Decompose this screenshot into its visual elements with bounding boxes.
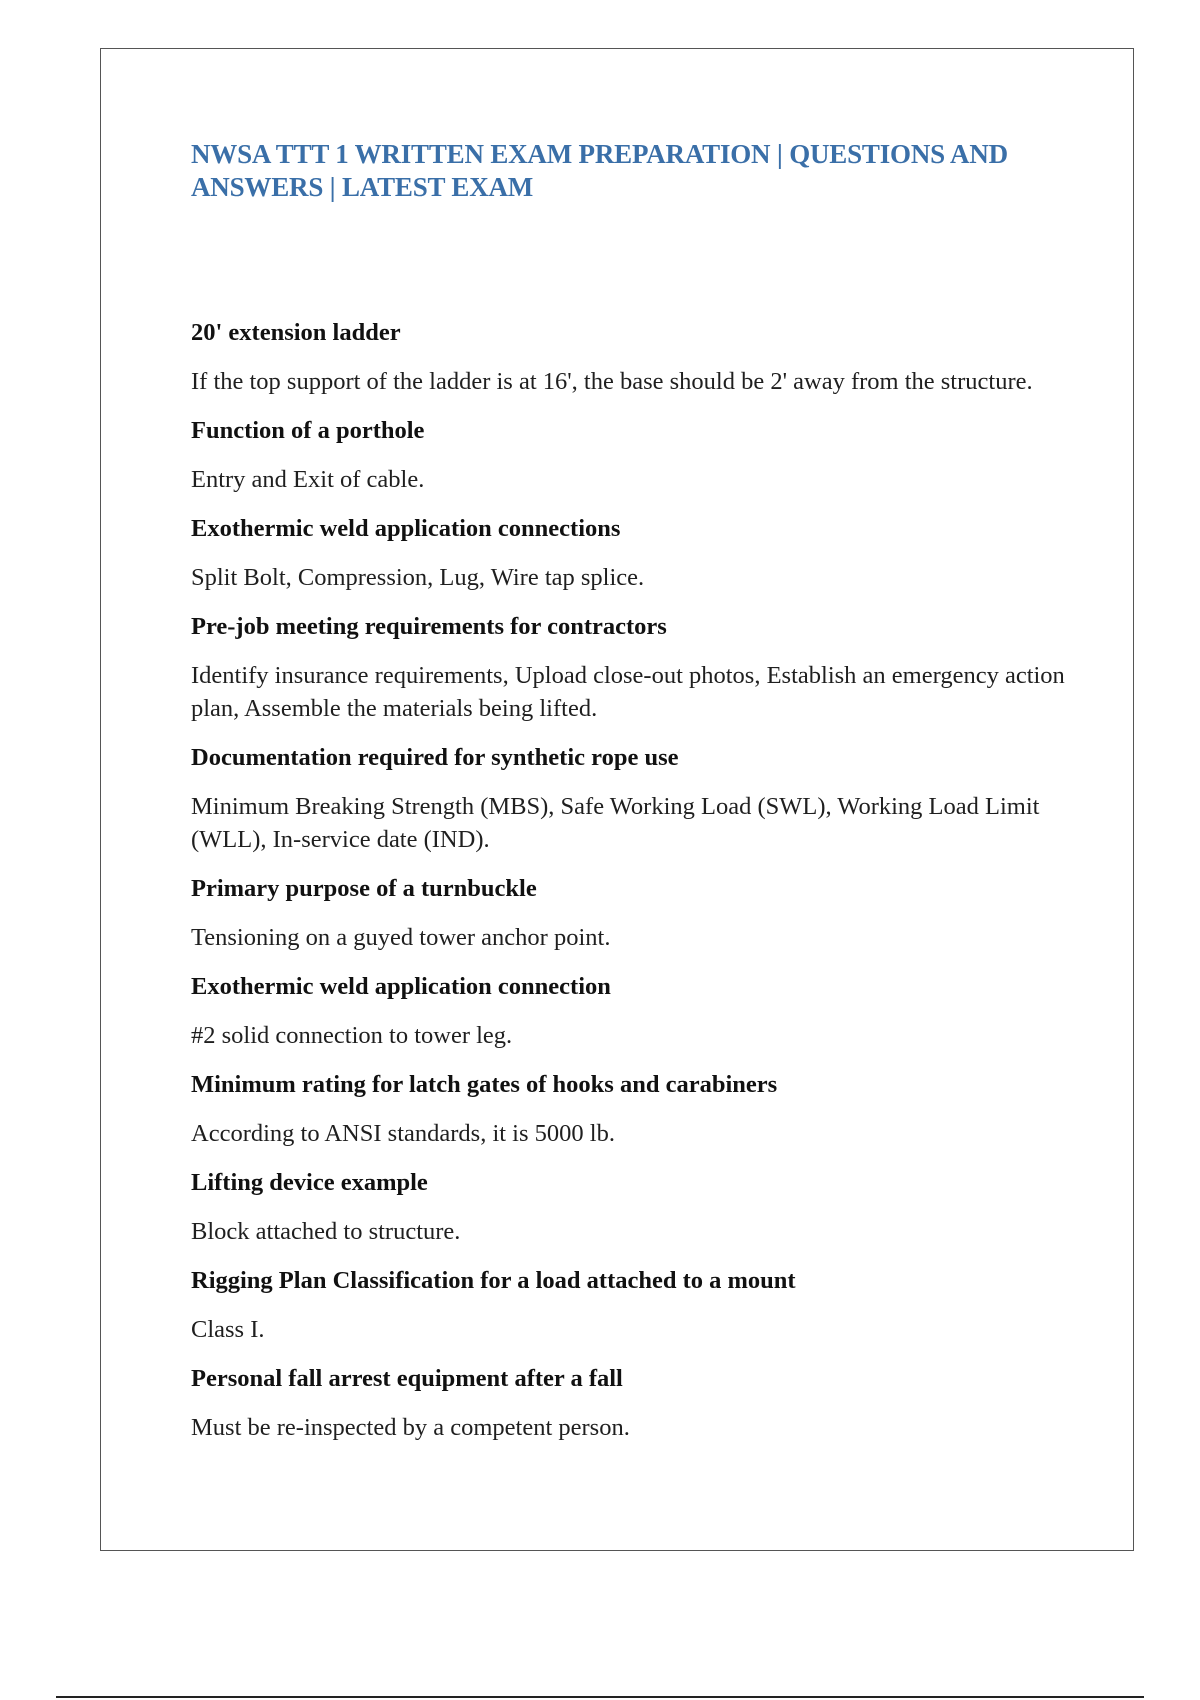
question: Exothermic weld application connection: [191, 973, 611, 1000]
document-title: NWSA TTT 1 WRITTEN EXAM PREPARATION | QUESTIONS AND ANSWERS | LATEST EXAM: [191, 139, 1008, 202]
answer: Tensioning on a guyed tower anchor point.: [191, 924, 611, 951]
qa-item: [191, 741, 1071, 856]
answer: #2 solid connection to tower leg.: [191, 1022, 513, 1049]
question: Exothermic weld application connections: [191, 515, 621, 542]
answer: If the top support of the ladder is at 16', the base should be 2' away from the structure.: [191, 368, 1033, 395]
qa-item: [191, 414, 1071, 496]
qa-item: [191, 610, 1071, 725]
qa-item: [191, 512, 1071, 594]
question: Minimum rating for latch gates of hooks and carabiners: [191, 1071, 778, 1098]
answer: Split Bolt, Compression, Lug, Wire tap splice.: [191, 564, 645, 591]
qa-item: [191, 1166, 1071, 1248]
answer: Class I.: [191, 1316, 265, 1343]
question: Function of a porthole: [191, 417, 425, 444]
answer: According to ANSI standards, it is 5000 lb.: [191, 1120, 615, 1147]
answer: Entry and Exit of cable.: [191, 466, 425, 493]
qa-item: [191, 1068, 1071, 1150]
question: Primary purpose of a turnbuckle: [191, 875, 537, 902]
qa-item: [191, 872, 1071, 954]
question: Rigging Plan Classification for a load attached to a mount: [191, 1267, 796, 1294]
answer: Identify insurance requirements, Upload close-out photos, Establish an emergency action plan, Assemble the materials being lifted.: [191, 662, 1065, 722]
question: Lifting device example: [191, 1169, 428, 1196]
qa-item: [191, 1362, 1071, 1444]
question: Documentation required for synthetic rope use: [191, 744, 679, 771]
question: Pre-job meeting requirements for contractors: [191, 613, 667, 640]
qa-item: [191, 970, 1071, 1052]
answer: Must be re-inspected by a competent person.: [191, 1414, 630, 1441]
question: 20' extension ladder: [191, 319, 401, 346]
footer-rule: [56, 1696, 1144, 1698]
qa-list: [191, 316, 1071, 1460]
answer: Block attached to structure.: [191, 1218, 461, 1245]
qa-item: [191, 1264, 1071, 1346]
qa-item: [191, 316, 1071, 398]
question: Personal fall arrest equipment after a fall: [191, 1365, 623, 1392]
answer: Minimum Breaking Strength (MBS), Safe Working Load (SWL), Working Load Limit (WLL), In-service date (IND).: [191, 793, 1040, 853]
